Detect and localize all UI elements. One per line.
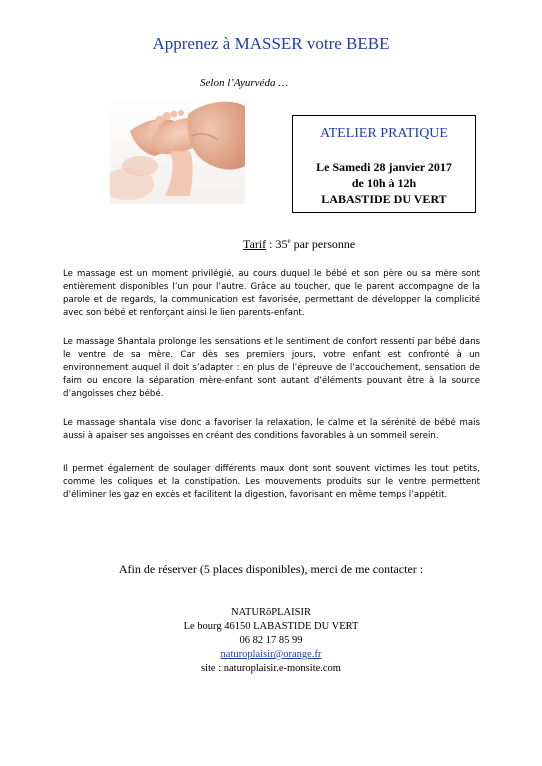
subtitle: Selon l’Ayurvéda … (200, 77, 288, 89)
contact-email-row (0, 649, 542, 660)
paragraph-2: Le massage Shantala prolonge les sensations et le sentiment de confort ressenti par bébé dans le ventre de sa mère. Car dès ses premiers jours, votre enfant est confronté à un environnement auquel il doit s’adapter : en plus de l’épreuve de l’accouchement, sensation de faim ou encore la séparation mère-enfant sont autant d’éléments pouvant être à la source d’angoisses chez bébé. (63, 337, 480, 400)
paragraph-3: Le massage shantala vise donc a favoriser la relaxation, le calme et la sérénité de bébé mais aussi à apaiser ses angoisses en créant des conditions favorables à un sommeil serein. (63, 418, 480, 442)
tarif-line (243, 237, 355, 252)
paragraph-1: Le massage est un moment privilégié, au cours duquel le bébé et son père ou sa mère sont entièrement disponibles l’un pour l’autre. Grâce au toucher, que le parent accompagne de la parole et de regards, la communication est favorisée, permettant de développer la complicité avec son bébé et renforçant ainsi le lien parents-enfant. (63, 269, 480, 319)
contact-name: NATURôPLAISIR (231, 607, 311, 618)
contact-email-link[interactable]: naturoplaisir@orange.fr (220, 649, 322, 660)
contact-address: Le bourg 46150 LABASTIDE DU VERT (183, 621, 359, 632)
baby-foot-massage-photo (110, 96, 245, 204)
paragraph-4: Il permet également de soulager différents maux dont sont souvent victimes les tout petits, comme les coliques et la constipation. Les mouvements produits sur le ventre permettent d’éliminer les gaz en excès et facilitent la digestion, favorisant en même temps l’appétit. (63, 464, 480, 501)
tarif-label: Tarif (243, 237, 267, 251)
contact-phone: 06 82 17 85 99 (239, 635, 303, 646)
tarif-suffix: par personne (290, 237, 356, 251)
contact-site: site : naturoplaisir.e-monsite.com (201, 663, 341, 674)
atelier-date: Le Samedi 28 janvier 2017 (316, 160, 452, 174)
atelier-title: ATELIER PRATIQUE (320, 126, 448, 141)
tarif-currency: e (287, 237, 291, 245)
atelier-box (292, 115, 476, 213)
reservation-text: Afin de réserver (5 places disponibles), merci de me contacter : (118, 562, 424, 576)
atelier-time: de 10h à 12h (351, 176, 417, 190)
tarif-price: : 35 (266, 237, 288, 251)
page-title: Apprenez à MASSER votre BEBE (152, 34, 390, 53)
atelier-place: LABASTIDE DU VERT (321, 192, 447, 206)
